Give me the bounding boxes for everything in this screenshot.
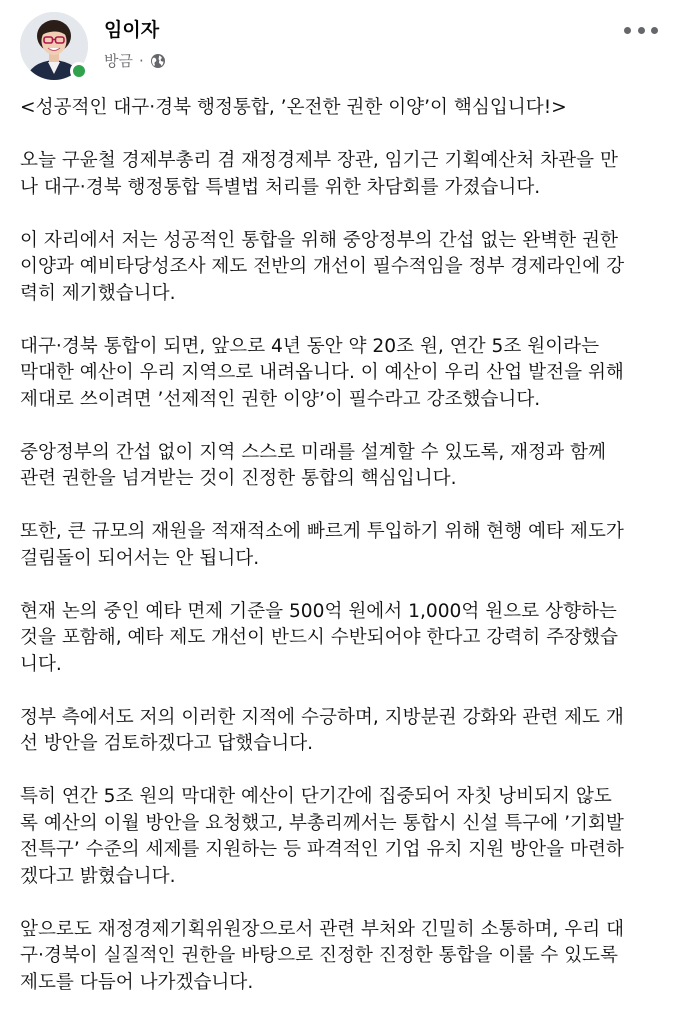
post-paragraph: 특히 연간 5조 원의 막대한 예산이 단기간에 집중되어 자칫 낭비되지 않도 록 예산의 이월 방안을 요청했고, 부총리께서는 통합시 신설 특구에 ’기회발 전특구’ 수준의 세제를 지원하는 등 파격적인 기업 유치 지원 방안을 마련하 겠다고 밝혔습니다.: [20, 786, 624, 887]
post-paragraph: 대구·경북 통합이 되면, 앞으로 4년 동안 약 20조 원, 연간 5조 원이라는 막대한 예산이 우리 지역으로 내려옵니다. 이 예산이 우리 산업 발전을 위해 제대로 쓰이려면 ’선제적인 권한 이양’이 필수라고 강조했습니다.: [20, 335, 624, 410]
more-horizontal-icon-dot-3: [651, 27, 658, 34]
post-paragraph: 중앙정부의 간섭 없이 지역 스스로 미래를 설계할 수 있도록, 재정과 함께 관련 권한을 넘겨받는 것이 진정한 통합의 핵심입니다.: [20, 441, 606, 489]
post-paragraph: 오늘 구윤철 경제부총리 겸 재정경제부 장관, 임기근 기획예산처 차관을 만 나 대구·경북 행정통합 특별법 처리를 위한 차담회를 가졌습니다.: [20, 150, 618, 198]
post-paragraph: 현재 논의 중인 예타 면제 기준을 500억 원에서 1,000억 원으로 상향하는 것을 포함해, 예타 제도 개선이 반드시 수반되어야 한다고 강력히 주장했습 니다.: [20, 600, 618, 675]
post-paragraph: 정부 측에서도 저의 이러한 지적에 수긍하며, 지방분권 강화와 관련 제도 개 선 방안을 검토하겠다고 답했습니다.: [20, 706, 624, 754]
post-header: [0, 0, 680, 98]
post-paragraph: 또한, 큰 규모의 재원을 적재적소에 빠르게 투입하기 위해 현행 예타 제도가 걸림돌이 되어서는 안 됩니다.: [20, 521, 624, 569]
author-name[interactable]: 임이자: [104, 19, 160, 41]
avatar-container[interactable]: [20, 12, 88, 80]
globe-icon[interactable]: [150, 53, 166, 69]
post-paragraph: 앞으로도 재정경제기획위원장으로서 관련 부처와 긴밀히 소통하며, 우리 대 구·경북이 실질적인 권한을 바탕으로 진정한 진정한 통합을 이룰 수 있도록 제도를 다듬어 나가겠습니다.: [20, 918, 625, 993]
post-timestamp[interactable]: 방금: [104, 52, 133, 70]
more-options-button[interactable]: [624, 20, 658, 40]
post-title: <성공적인 대구·경북 행정통합, ’온전한 권한 이양’이 핵심입니다!>: [20, 97, 567, 118]
post-body: [20, 95, 670, 1023]
post-meta: [104, 50, 166, 71]
online-status-dot: [70, 62, 88, 80]
meta-separator: ·: [138, 51, 144, 70]
post-paragraph: 이 자리에서 저는 성공적인 통합을 위해 중앙정부의 간섭 없는 완벽한 권한 이양과 예비타당성조사 제도 전반의 개선이 필수적임을 정부 경제라인에 강 력히 제기했습니다.: [20, 229, 625, 304]
more-horizontal-icon-dot-2: [638, 27, 645, 34]
more-horizontal-icon-dot-1: [624, 27, 631, 34]
